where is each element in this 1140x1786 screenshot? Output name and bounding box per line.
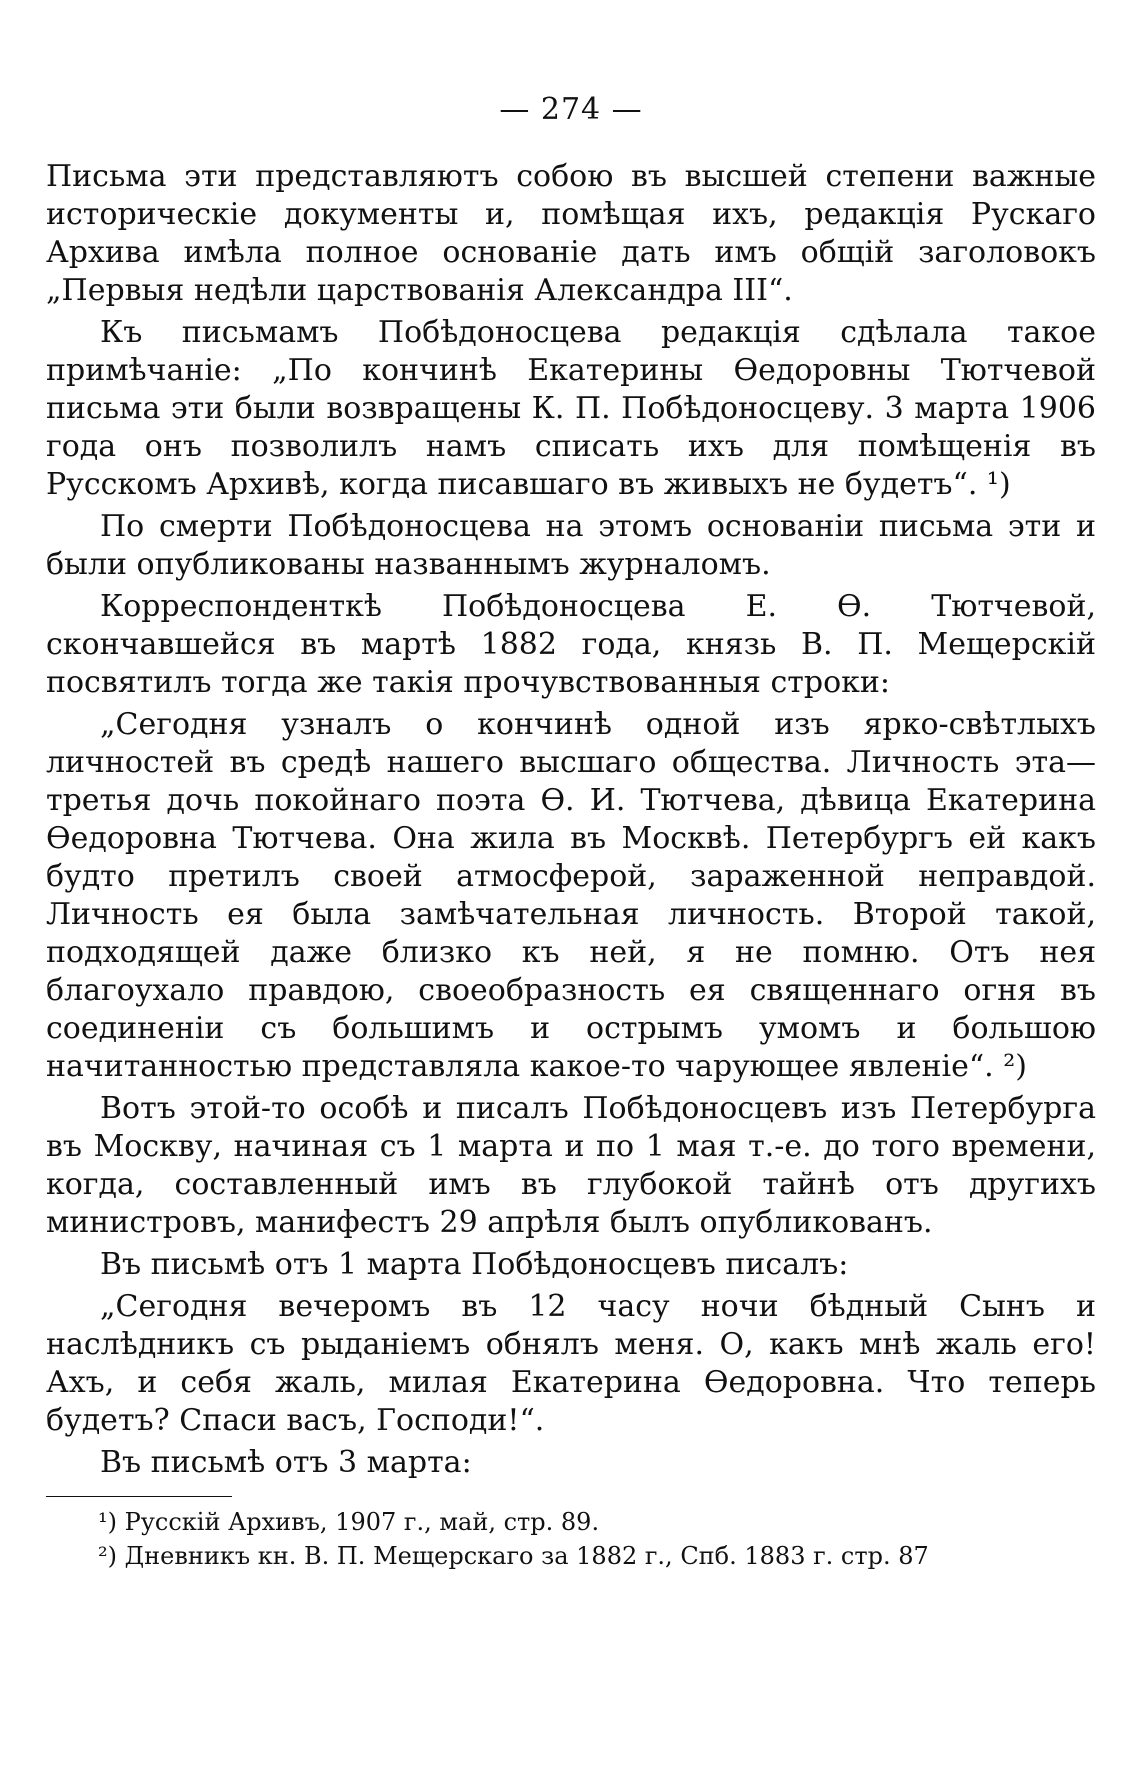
paragraph-7: Въ письмѣ отъ 1 марта Побѣдоносцевъ писалъ: [100, 1247, 849, 1282]
paragraph-8-quote: „Сегодня вечеромъ въ 12 часу ночи бѣдный Сынъ и наслѣдникъ съ рыданіемъ обнялъ меня. О, какъ мнѣ жаль его! Ахъ, и себя жаль, милая Екатерина Ѳедоровна. Что теперь будетъ? Спаси васъ, Господи!“. [46, 1289, 1096, 1438]
paragraph-5-quote: „Сегодня узналъ о кончинѣ одной изъ ярко-свѣтлыхъ личностей въ средѣ нашего высшаго общества. Личность эта—третья дочь покойнаго поэта Ѳ. И. Тютчева, дѣвица Екатерина Ѳедоровна Тютчева. Она жила въ Москвѣ. Петербургъ ей какъ будто претилъ своей атмосферой, зараженной неправдой. Личность ея была замѣчательная личность. Второй такой, подходящей даже близко къ ней, я не помню. Отъ нея благоухало правдою, своеобразность ея священнаго огня въ соединеніи съ большимъ и острымъ умомъ и большою начитанностью представляла какое-то чарующее явленіе“. ²) [46, 707, 1096, 1084]
paragraph-1: Письма эти представляютъ собою въ высшей степени важные историческіе документы и, помѣщая ихъ, редакція Рускаго Архива имѣла полное основаніе дать имъ общій заголовокъ „Первыя недѣли царствованія Александра III“. [46, 159, 1096, 308]
body-text [46, 158, 1096, 1482]
document-page [46, 88, 1096, 1573]
footnote-divider [46, 1496, 232, 1497]
footnote-2: ²) Дневникъ кн. В. П. Мещерскаго за 1882 г., Спб. 1883 г. стр. 87 [98, 1542, 929, 1570]
paragraph-2: Къ письмамъ Побѣдоносцева редакція сдѣлала такое примѣчаніе: „По кончинѣ Екатерины Ѳедоровны Тютчевой письма эти были возвращены К. П. Побѣдоносцеву. 3 марта 1906 года онъ позволилъ намъ списать ихъ для помѣщенія въ Русскомъ Архивѣ, когда писавшаго въ живыхъ не будетъ“. ¹) [46, 315, 1096, 502]
footnote-1: ¹) Русскій Архивъ, 1907 г., май, стр. 89. [98, 1508, 600, 1536]
paragraph-4: Корреспонденткѣ Побѣдоносцева Е. Ѳ. Тютчевой, скончавшейся въ мартѣ 1882 года, князь В. П. Мещерскій посвятилъ тогда же такія прочувствованныя строки: [46, 589, 1096, 700]
page-number: — 274 — [499, 92, 643, 127]
paragraph-6: Вотъ этой-то особѣ и писалъ Побѣдоносцевъ изъ Петербурга въ Москву, начиная съ 1 марта и по 1 мая т.-е. до того времени, когда, составленный имъ въ глубокой тайнѣ отъ другихъ министровъ, манифестъ 29 апрѣля былъ опубликованъ. [46, 1091, 1096, 1240]
paragraph-3: По смерти Побѣдоносцева на этомъ основаніи письма эти и были опубликованы названнымъ журналомъ. [46, 509, 1096, 582]
paragraph-9: Въ письмѣ отъ 3 марта: [100, 1445, 472, 1480]
footnotes [46, 1505, 1096, 1573]
